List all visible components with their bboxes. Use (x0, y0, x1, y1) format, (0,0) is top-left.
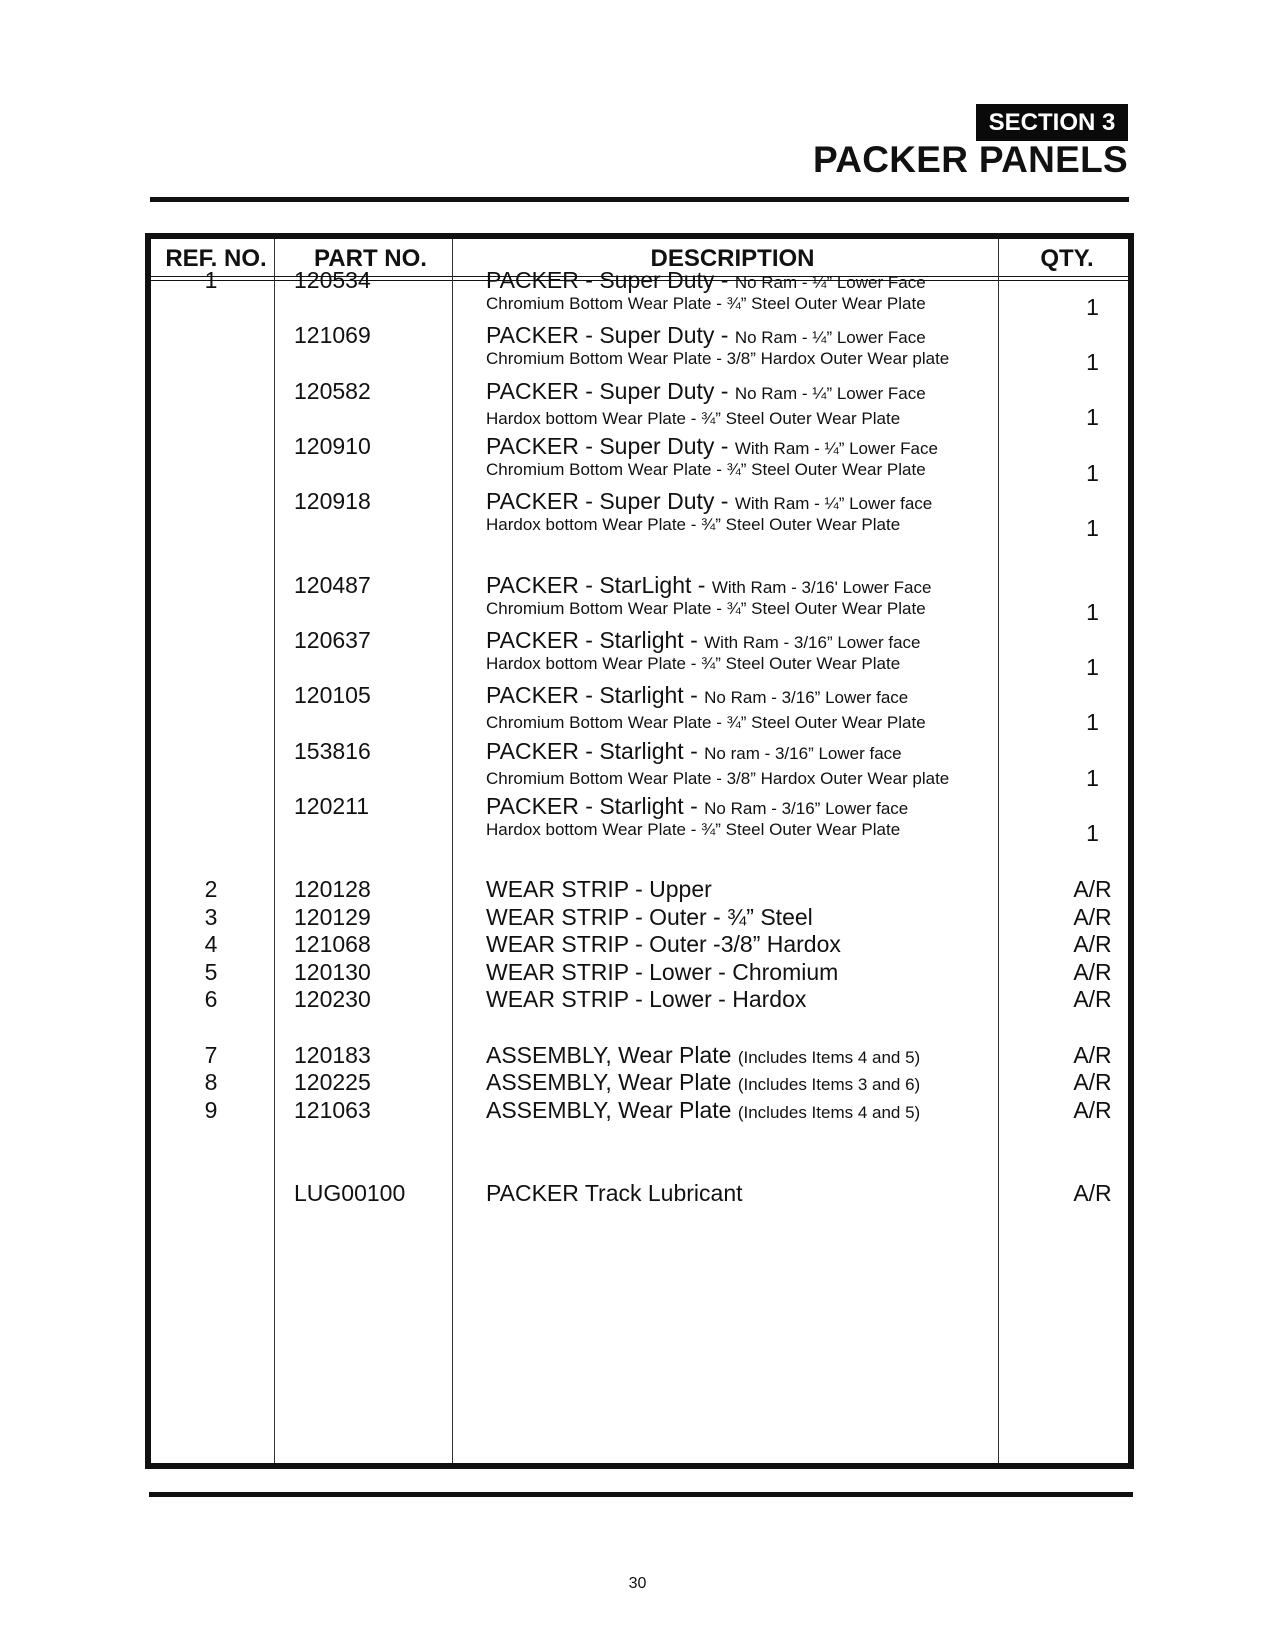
part-no: 120534 (294, 267, 371, 293)
description: PACKER - Super Duty - No Ram - ¼” Lower Face (486, 378, 926, 404)
ref-no: 4 (204, 931, 218, 957)
description: PACKER - Super Duty - With Ram - ¼” Lower face (486, 488, 933, 514)
part-no: 120230 (294, 986, 371, 1012)
column-divider (274, 239, 275, 1463)
description: PACKER - Super Duty - No Ram - ¼” Lower Face (486, 267, 926, 293)
qty: 1 (1086, 765, 1099, 791)
description-detail: Hardox bottom Wear Plate - ¾” Steel Outer Wear Plate (486, 409, 901, 428)
qty: 1 (1086, 515, 1099, 541)
description-detail: Chromium Bottom Wear Plate - 3/8” Hardox Outer Wear plate (486, 349, 950, 368)
part-no: 120910 (294, 433, 371, 459)
part-no: 120128 (294, 876, 371, 902)
page-number: 30 (628, 1575, 647, 1592)
description: PACKER - Super Duty - With Ram - ¼” Lower Face (486, 433, 938, 459)
part-no: 120225 (294, 1069, 371, 1095)
column-header-part-no: PART NO. (314, 245, 427, 272)
qty: A/R (1073, 904, 1112, 930)
ref-no: 9 (204, 1097, 218, 1123)
part-no: 121063 (294, 1097, 371, 1123)
part-no: 120637 (294, 627, 371, 653)
part-no: 121068 (294, 931, 371, 957)
qty: 1 (1086, 294, 1099, 320)
description-detail: Chromium Bottom Wear Plate - ¾” Steel Outer Wear Plate (486, 599, 926, 618)
qty: A/R (1073, 876, 1112, 902)
description: PACKER - Starlight - With Ram - 3/16” Lower face (486, 627, 921, 653)
description: WEAR STRIP - Upper (486, 876, 712, 902)
qty: A/R (1073, 931, 1112, 957)
description-detail: Chromium Bottom Wear Plate - ¾” Steel Outer Wear Plate (486, 460, 926, 479)
ref-no: 6 (204, 986, 218, 1012)
description-detail: Chromium Bottom Wear Plate - ¾” Steel Outer Wear Plate (486, 294, 926, 313)
part-no: LUG00100 (294, 1180, 406, 1206)
qty: A/R (1073, 1097, 1112, 1123)
part-no: 120211 (294, 793, 370, 819)
description: PACKER - Starlight - No ram - 3/16” Lower face (486, 738, 902, 764)
description-detail: Chromium Bottom Wear Plate - 3/8” Hardox Outer Wear plate (486, 769, 950, 788)
ref-no: 7 (204, 1042, 218, 1068)
part-no: 120130 (294, 959, 371, 985)
qty: A/R (1073, 986, 1112, 1012)
description: PACKER - Starlight - No Ram - 3/16” Lower face (486, 793, 909, 819)
qty: 1 (1086, 709, 1099, 735)
section-badge: SECTION 3 (976, 104, 1128, 141)
qty: 1 (1086, 460, 1099, 486)
part-no: 120487 (294, 572, 371, 598)
qty: A/R (1073, 959, 1112, 985)
description-detail: Hardox bottom Wear Plate - ¾” Steel Outer Wear Plate (486, 820, 901, 839)
column-header-qty: QTY. (1040, 245, 1094, 272)
part-no: 120129 (294, 904, 371, 930)
ref-no: 2 (204, 876, 218, 902)
qty: 1 (1086, 599, 1099, 625)
part-no: 121069 (294, 322, 371, 348)
description: WEAR STRIP - Lower - Chromium (486, 959, 839, 985)
ref-no: 1 (204, 267, 218, 293)
column-divider (998, 239, 999, 1463)
ref-no: 3 (204, 904, 218, 930)
description: ASSEMBLY, Wear Plate (Includes Items 3 and 6) (486, 1069, 921, 1095)
part-no: 120582 (294, 378, 371, 404)
ref-no: 5 (204, 959, 218, 985)
description-detail: Hardox bottom Wear Plate - ¾” Steel Outer Wear Plate (486, 515, 901, 534)
part-no: 120183 (294, 1042, 371, 1068)
title-divider (150, 197, 1129, 202)
description: WEAR STRIP - Outer - ¾” Steel (486, 904, 813, 930)
qty: A/R (1073, 1180, 1112, 1206)
description: PACKER - Super Duty - No Ram - ¼” Lower Face (486, 322, 926, 348)
footer-divider (149, 1492, 1133, 1497)
column-header-description: DESCRIPTION (650, 245, 815, 272)
description: PACKER Track Lubricant (486, 1180, 743, 1206)
column-header-ref-no: REF. NO. (165, 245, 267, 272)
description: WEAR STRIP - Lower - Hardox (486, 986, 807, 1012)
description: ASSEMBLY, Wear Plate (Includes Items 4 and 5) (486, 1097, 921, 1123)
description-detail: Hardox bottom Wear Plate - ¾” Steel Outer Wear Plate (486, 654, 901, 673)
qty: A/R (1073, 1042, 1112, 1068)
qty: 1 (1086, 349, 1099, 375)
description: PACKER - StarLight - With Ram - 3/16' Lower Face (486, 572, 932, 598)
description: ASSEMBLY, Wear Plate (Includes Items 4 and 5) (486, 1042, 921, 1068)
parts-table (145, 233, 1134, 1469)
part-no: 153816 (294, 738, 371, 764)
qty: A/R (1073, 1069, 1112, 1095)
description-detail: Chromium Bottom Wear Plate - ¾” Steel Outer Wear Plate (486, 713, 926, 732)
part-no: 120918 (294, 488, 371, 514)
column-divider (452, 239, 453, 1463)
description: WEAR STRIP - Outer -3/8” Hardox (486, 931, 841, 957)
part-no: 120105 (294, 682, 371, 708)
page-title: PACKER PANELS (812, 139, 1128, 180)
qty: 1 (1086, 654, 1099, 680)
qty: 1 (1086, 404, 1099, 430)
description: PACKER - Starlight - No Ram - 3/16” Lower face (486, 682, 909, 708)
ref-no: 8 (204, 1069, 218, 1095)
qty: 1 (1086, 820, 1099, 846)
